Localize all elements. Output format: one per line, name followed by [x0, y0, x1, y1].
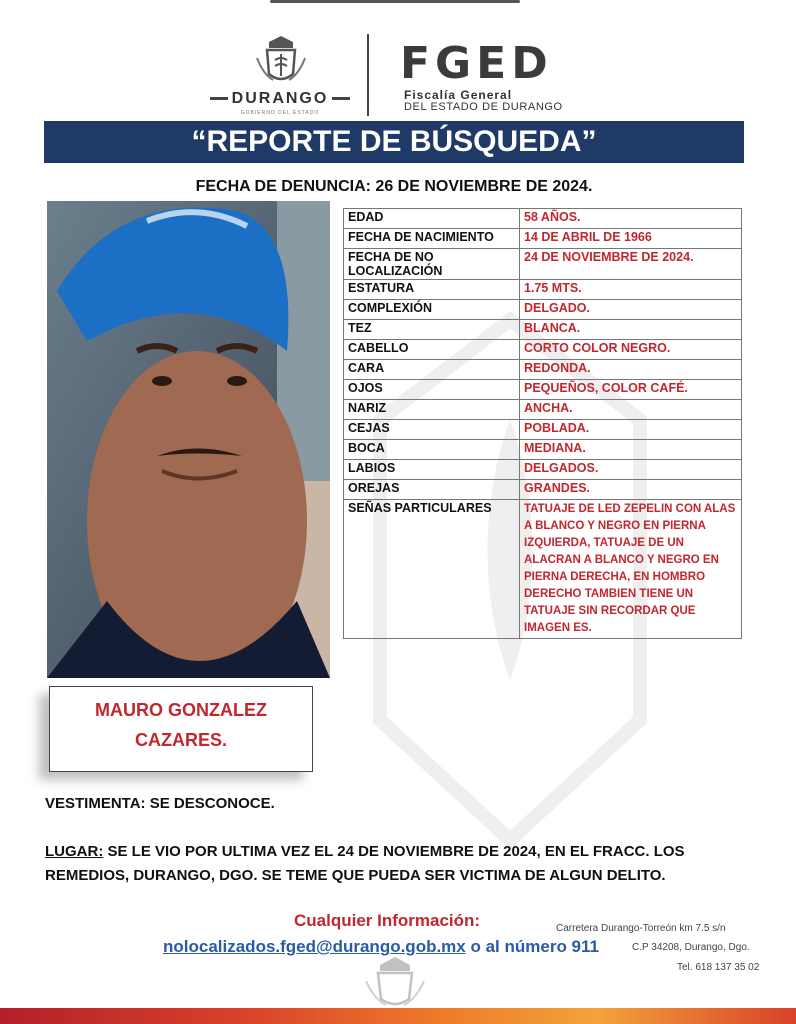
detail-label: OJOS	[344, 380, 520, 400]
footer-color-bar	[0, 1008, 796, 1024]
table-row	[344, 249, 742, 280]
location-text: SE LE VIO POR ULTIMA VEZ EL 24 DE NOVIEMBRE DE 2024, EN EL FRACC. LOS REMEDIOS, DURANGO, DGO. SE TEME QUE PUEDA SER VICTIMA DE ALGUN DELITO.	[45, 843, 685, 884]
detail-label: COMPLEXIÓN	[344, 300, 520, 320]
address-line-1: Carretera Durango-Torreón km 7.5 s/n	[556, 923, 726, 934]
fged-logo-text: FGED	[400, 38, 553, 89]
detail-value: DELGADO.	[520, 300, 742, 320]
address-line-2: C.P 34208, Durango, Dgo.	[632, 942, 750, 953]
detail-label: NARIZ	[344, 400, 520, 420]
durango-crest-icon	[253, 34, 309, 86]
detail-label: CABELLO	[344, 340, 520, 360]
table-row	[344, 280, 742, 300]
table-row	[344, 380, 742, 400]
detail-value: 14 DE ABRIL DE 1966	[520, 229, 742, 249]
report-banner: “REPORTE DE BÚSQUEDA”	[44, 121, 744, 163]
footer-crest-icon	[362, 955, 428, 1011]
detail-value: PEQUEÑOS, COLOR CAFÉ.	[520, 380, 742, 400]
person-name-line-2: CAZARES.	[134, 730, 227, 750]
clothing-info: VESTIMENTA: SE DESCONOCE.	[45, 795, 275, 812]
detail-value: ANCHA.	[520, 400, 742, 420]
detail-label: TEZ	[344, 320, 520, 340]
top-rule	[270, 0, 520, 3]
detail-value: TATUAJE DE LED ZEPELIN CON ALAS A BLANCO Y NEGRO EN PIERNA IZQUIERDA, TATUAJE DE UN ALACRAN A BLANCO Y NEGRO EN PIERNA DERECHA, EN HOMBRO DERECHO TAMBIEN TIENE UN TATUAJE SIN RECORDAR QUE IMAGEN ES.	[520, 500, 742, 639]
detail-value: GRANDES.	[520, 480, 742, 500]
person-name	[50, 695, 312, 755]
details-table	[343, 208, 742, 639]
contact-email-link[interactable]: nolocalizados.fged@durango.gob.mx	[163, 937, 466, 956]
table-row	[344, 480, 742, 500]
durango-logo	[205, 28, 355, 120]
detail-value: POBLADA.	[520, 420, 742, 440]
fged-subtitle-2: DEL ESTADO DE DURANGO	[404, 101, 563, 113]
table-row	[344, 360, 742, 380]
table-row	[344, 420, 742, 440]
table-row	[344, 209, 742, 229]
detail-value: 24 DE NOVIEMBRE DE 2024.	[520, 249, 742, 280]
table-row	[344, 229, 742, 249]
detail-value: BLANCA.	[520, 320, 742, 340]
detail-label: LABIOS	[344, 460, 520, 480]
contact-phone-text: o al número 911	[465, 937, 599, 956]
detail-value: MEDIANA.	[520, 440, 742, 460]
location-label: LUGAR:	[45, 843, 104, 860]
detail-label: OREJAS	[344, 480, 520, 500]
detail-label: BOCA	[344, 440, 520, 460]
person-name-line-1: MAURO GONZALEZ	[95, 700, 267, 720]
detail-label: FECHA DE NO LOCALIZACIÓN	[344, 249, 520, 280]
table-row	[344, 340, 742, 360]
durango-wordmark: DURANGO	[205, 90, 355, 108]
header-divider	[367, 34, 369, 116]
table-row	[344, 440, 742, 460]
table-row	[344, 300, 742, 320]
detail-value: 58 AÑOS.	[520, 209, 742, 229]
detail-label: EDAD	[344, 209, 520, 229]
fged-subtitle-1: Fiscalía General	[404, 88, 513, 102]
contact-heading: Cualquier Información:	[294, 911, 481, 930]
detail-label: ESTATURA	[344, 280, 520, 300]
missing-person-photo	[47, 201, 330, 678]
table-row	[344, 500, 742, 639]
detail-label: CARA	[344, 360, 520, 380]
detail-label: CEJAS	[344, 420, 520, 440]
office-phone: Tel. 618 137 35 02	[677, 962, 760, 973]
detail-label: FECHA DE NACIMIENTO	[344, 229, 520, 249]
detail-label: SEÑAS PARTICULARES	[344, 500, 520, 639]
detail-value: 1.75 MTS.	[520, 280, 742, 300]
contact-line	[163, 937, 599, 957]
durango-subtext: GOBIERNO DEL ESTADO	[240, 110, 320, 116]
table-row	[344, 400, 742, 420]
location-info	[45, 840, 765, 888]
detail-value: REDONDA.	[520, 360, 742, 380]
detail-value: CORTO COLOR NEGRO.	[520, 340, 742, 360]
name-box	[49, 686, 313, 772]
report-date: FECHA DE DENUNCIA: 26 DE NOVIEMBRE DE 2024.	[195, 178, 593, 195]
detail-value: DELGADOS.	[520, 460, 742, 480]
table-row	[344, 320, 742, 340]
table-row	[344, 460, 742, 480]
